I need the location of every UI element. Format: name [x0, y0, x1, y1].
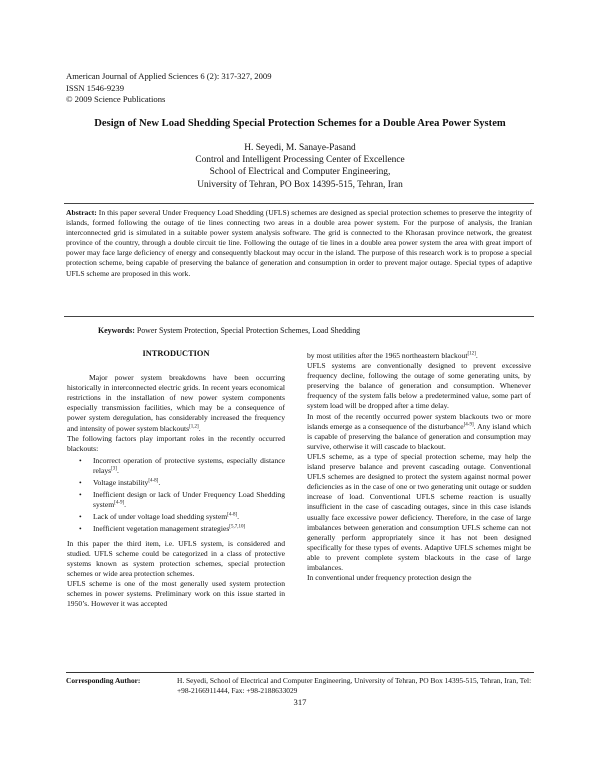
- abstract: [66, 208, 532, 279]
- affiliation-line-2: School of Electrical and Computer Engineering,: [209, 167, 391, 178]
- right-paragraph-3: [307, 412, 531, 452]
- right-column: [307, 351, 531, 583]
- journal-copyright: © 2009 Science Publications: [66, 94, 166, 105]
- list-item-text: Voltage instability: [93, 478, 149, 488]
- journal-issn: ISSN 1546-9239: [66, 82, 125, 93]
- list-item-end: .: [237, 512, 240, 522]
- left-column: [67, 349, 285, 609]
- author-block: [0, 142, 600, 191]
- citation-ref: [4-9]: [114, 500, 125, 506]
- keywords-label: Keywords:: [98, 326, 135, 335]
- citation-ref: [4-8]: [227, 512, 238, 518]
- factor-list: [67, 456, 285, 535]
- journal-citation: American Journal of Applied Sciences 6 (2): 317-327, 2009: [66, 71, 272, 81]
- right-p3-text-b: . Any island which is capable of preserving the balance of generation and consumption may survive, otherwise it will cascade to blackout.: [307, 421, 531, 451]
- list-item-end: .: [124, 500, 127, 510]
- intro-paragraph-4: UFLS scheme is one of the most generally used system protection schemes in power systems. Preliminary work on this issue started in 1950’s. However it was accepted: [67, 578, 285, 609]
- intro-paragraph-1: [67, 373, 285, 434]
- corresponding-author-details: H. Seyedi, School of Electrical and Computer Engineering, University of Tehran, PO Box 14395-515, Tehran, Iran, Tel: +98-2166911444, Fax: +98-2188633029: [177, 676, 532, 695]
- abstract-text: In this paper several Under Frequency Load Shedding (UFLS) schemes are designed as special protection schemes to preserve the integrity of islands, formed following the outage of tie lines connecting two areas in a double area power system. For the purpose of analysis, the Iranian interconnected grid is simulated in a suitable power system analysis software. The grid is connected to the Khorasan province network, the greatest province of the country, through a double circuit tie line. Following the outage of tie lines in a double area power system the area with great import of power may face large deficiency of energy and consequently blackout may occur in the island. The purpose of this research work is to propose a special protection scheme, being capable of preserving the balance of generation and consumption in order to prevent major outage. Special types of adaptive UFLS scheme are proposed in this work.: [66, 208, 532, 278]
- keywords-text: Power System Protection, Special Protection Schemes, Load Shedding: [136, 326, 361, 335]
- period: .: [198, 423, 201, 433]
- page-number: 317: [293, 697, 307, 707]
- right-p3-text-a: In most of the recently occurred power system blackouts two or more islands emerge as a consequence of the disturbance: [307, 411, 531, 431]
- list-item-text: Incorrect operation of protective systems, especially distance relays: [93, 455, 285, 475]
- right-paragraph-1: [307, 351, 531, 361]
- list-item: [93, 524, 285, 534]
- list-item: [93, 490, 285, 510]
- list-item-end: .: [116, 465, 119, 475]
- citation-ref: [3]: [111, 466, 117, 472]
- citation-ref: [1,2]: [189, 424, 199, 430]
- right-p1-text: by most utilities after the 1965 northeastern blackout: [307, 351, 468, 360]
- list-item: [93, 456, 285, 476]
- intro-paragraph-2: The following factors play important roles in the recently occurred blackouts:: [67, 433, 285, 453]
- intro-p1-text: Major power system breakdowns have been occurring historically in interconnected electric grids. In recent years economical restrictions in the installation of new power system components especially transmission facilities, which may be a consequence of power system deregulation, has considerably increased the frequency and intensity of power system blackouts: [67, 373, 285, 433]
- journal-header: [66, 71, 272, 106]
- affiliation-line-3: University of Tehran, PO Box 14395-515, Tehran, Iran: [197, 179, 403, 190]
- citation-ref: [12]: [467, 351, 476, 357]
- list-item: [93, 478, 285, 488]
- list-item: [93, 512, 285, 522]
- period: .: [475, 351, 478, 360]
- citation-ref: [4-8]: [148, 478, 159, 484]
- citation-ref: [4-9]: [463, 422, 474, 428]
- affiliation-line-1: Control and Intelligent Processing Center of Excellence: [195, 155, 405, 166]
- author-names: H. Seyedi, M. Sanaye-Pasand: [244, 143, 356, 153]
- abstract-label: Abstract:: [66, 208, 97, 217]
- corresponding-author-label: Corresponding Author:: [66, 676, 141, 685]
- right-paragraph-2: UFLS systems are conventionally designed to prevent excessive frequency decline, following the outage of some generating units, by preserving the balance of generation and consumption. Whenever frequency of the system falls below a predetermined value, some part of system load will be dropped after a time delay.: [307, 361, 531, 411]
- paper-title: Design of New Load Shedding Special Protection Schemes for a Double Area Power System: [94, 118, 506, 129]
- footer-divider: [66, 672, 534, 673]
- right-paragraph-5: In conventional under frequency protection design the: [307, 573, 472, 583]
- keywords: [98, 326, 360, 335]
- list-item-text: Inefficient vegetation management strategies: [93, 524, 230, 534]
- list-item-text: Inefficient design or lack of Under Frequency Load Shedding system: [93, 490, 285, 510]
- citation-ref: [5,7,10]: [229, 524, 246, 530]
- list-item-text: Lack of under voltage load shedding system: [93, 512, 228, 522]
- list-item-end: .: [158, 478, 161, 488]
- intro-paragraph-3: In this paper the third item, i.e. UFLS system, is considered and studied. UFLS scheme could be categorized in a class of protective systems known as system protection schemes, special protection schemes or wide area protection schemes.: [67, 538, 285, 578]
- section-heading-introduction: INTRODUCTION: [142, 349, 210, 358]
- right-paragraph-4: UFLS scheme, as a type of special protection scheme, may help the island preserve balance and prevent cascading outage. Conventional UFLS schemes are designed to protect the system against normal power deficiencies as in the case of one or two generating unit outage or sudden increase of load. Conventional UFLS scheme reaction is usually insufficient in the case of cascading outages, since in this case islands usually face excessive power deficiency. Therefore, in the case of large imbalances between generation and consumption UFLS scheme can not generally perform appropriately since it has not been designed specifically for these types of events. Adaptive UFLS schemes might be able to prevent complete system blackouts in the case of large imbalances.: [307, 451, 531, 572]
